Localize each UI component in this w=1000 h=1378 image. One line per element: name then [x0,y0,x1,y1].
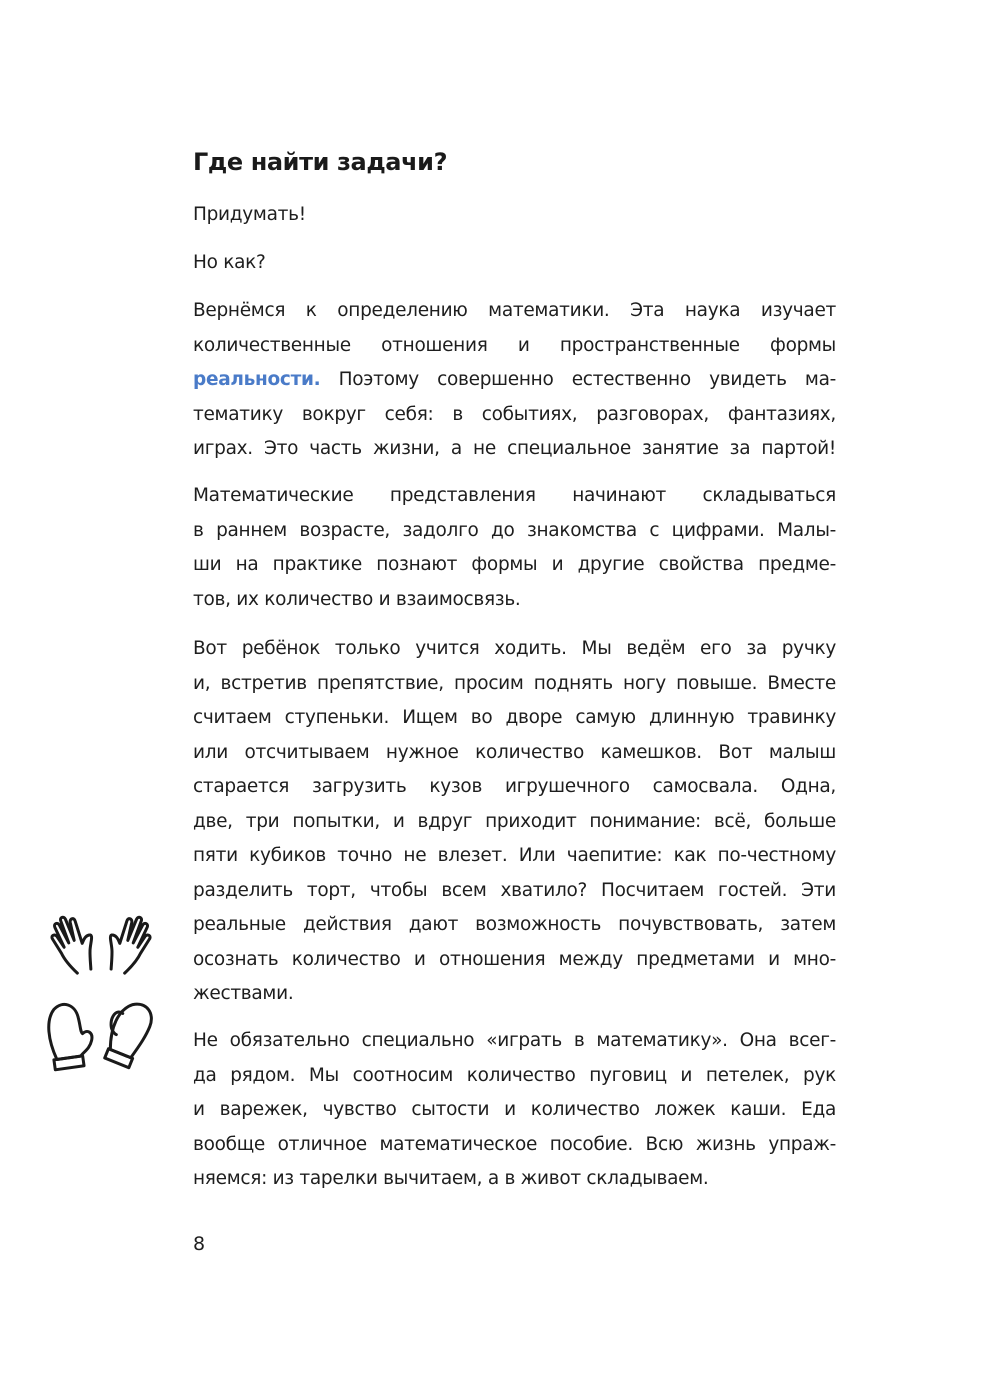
paragraph-line: тематику вокруг себя: в событиях, разговорах, фантазиях, [193,403,836,425]
paragraph-line: няемся: из тарелки вычитаем, а в живот складываем. [193,1168,709,1189]
paragraph-line: разделить торт, чтобы всем хватило? Посчитаем гостей. Эти [193,879,836,901]
paragraph-line: считаем ступеньки. Ищем во дворе самую длинную травинку [193,707,836,728]
reality-link[interactable]: реальности. [193,369,321,390]
paragraph-line: две, три попытки, и вдруг приходит понимание: всё, больше [193,810,836,832]
hands-and-mittens-icon [36,908,166,1088]
paragraph-6 [193,1024,836,1197]
paragraph-line: жествами. [193,983,294,1004]
paragraph-line: играх. Это часть жизни, а не специальное занятие за партой! [193,438,836,459]
paragraph-3 [193,294,836,467]
paragraph-line: Но как? [193,252,266,273]
section-heading: Где найти задачи? [193,148,448,176]
page-number: 8 [193,1233,206,1255]
paragraph-line: количественные отношения и пространственные формы [193,334,836,356]
paragraph-line: осознать количество и отношения между предметами и мно- [193,948,836,970]
paragraph-2 [193,246,836,281]
paragraph-line: Вот ребёнок только учится ходить. Мы ведём его за ручку [193,638,836,659]
paragraph-line-rest: Поэтому совершенно естественно увидеть ма- [320,369,836,390]
paragraph-line [193,363,836,398]
paragraph-line: Математические представления начинают складываться [193,485,836,506]
paragraph-line: ши на практике познают формы и другие свойства предме- [193,554,836,575]
paragraph-line: и варежек, чувство сытости и количество ложек каши. Еда [193,1099,836,1120]
paragraph-line: старается загрузить кузов игрушечного самосвала. Одна, [193,776,836,797]
paragraph-line: вообще отличное математическое пособие. Всю жизнь упраж- [193,1133,836,1155]
paragraph-5 [193,632,836,1012]
paragraph-line: тов, их количество и взаимосвязь. [193,588,521,610]
paragraph-line: или отсчитываем нужное количество камешков. Вот малыш [193,741,836,763]
paragraph-1 [193,198,836,233]
paragraph-line: в раннем возрасте, задолго до знакомства с цифрами. Малы- [193,519,836,541]
paragraph-line: и, встретив препятствие, просим поднять ногу повыше. Вместе [193,672,836,694]
paragraph-line: реальные действия дают возможность почувствовать, затем [193,914,836,935]
paragraph-line: пяти кубиков точно не влезет. Или чаепитие: как по-честному [193,845,836,866]
paragraph-line: Придумать! [193,204,306,225]
paragraph-line: да рядом. Мы соотносим количество пуговиц и петелек, рук [193,1064,836,1086]
paragraph-4 [193,479,836,617]
paragraph-line: Вернёмся к определению математики. Эта наука изучает [193,300,836,321]
paragraph-line: Не обязательно специально «играть в математику». Она всег- [193,1030,836,1051]
